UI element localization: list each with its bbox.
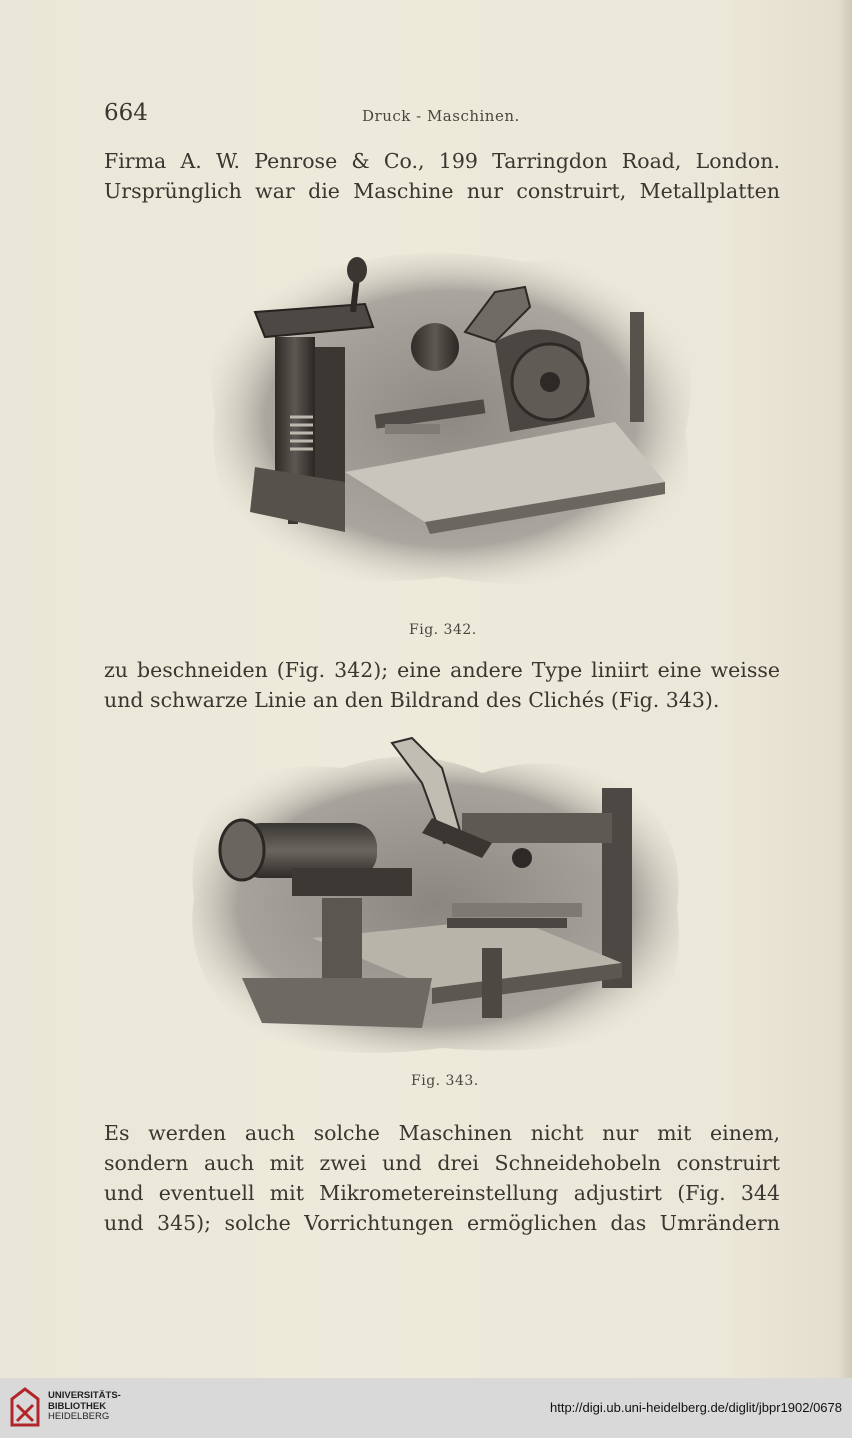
paragraph-1 xyxy=(104,146,780,206)
university-library-logo-icon[interactable] xyxy=(8,1385,42,1429)
page-number: 664 xyxy=(104,100,148,126)
text-line: und eventuell mit Mikrometereinstellung adjustirt (Fig. 344 xyxy=(104,1181,780,1205)
trimming-machine-illustration xyxy=(195,232,715,602)
page-header xyxy=(104,100,780,130)
paragraph-2 xyxy=(104,655,780,715)
text-line: Ursprünglich war die Maschine nur construirt, Metallplatten xyxy=(104,179,780,203)
text-line: Es werden auch solche Maschinen nicht nur mit einem, xyxy=(104,1121,780,1145)
library-name xyxy=(48,1391,121,1423)
text-line: und 345); solche Vorrichtungen ermöglichen das Umrändern xyxy=(104,1211,780,1235)
page-edge-shadow xyxy=(838,0,852,1378)
figure-342-engraving xyxy=(195,232,715,602)
paragraph-3 xyxy=(104,1118,780,1238)
library-name-line: HEIDELBERG xyxy=(48,1411,110,1422)
text-line: und schwarze Linie an den Bildrand des Clichés (Fig. 343). xyxy=(104,688,720,712)
line-ruling-machine-illustration xyxy=(182,728,687,1058)
text-line: zu beschneiden (Fig. 342); eine andere Type liniirt eine weisse xyxy=(104,658,780,682)
library-name-line: BIBLIOTHEK xyxy=(48,1400,107,1412)
text-line: Firma A. W. Penrose & Co., 199 Tarringdon Road, London. xyxy=(104,149,780,173)
permalink-url[interactable]: http://digi.ub.uni-heidelberg.de/diglit/jbpr1902/0678 xyxy=(550,1400,842,1415)
digitization-footer xyxy=(0,1378,852,1438)
library-name-line: UNIVERSITÄTS- xyxy=(48,1390,121,1401)
figure-343-caption: Fig. 343. xyxy=(411,1073,479,1089)
text-line: sondern auch mit zwei und drei Schneidehobeln construirt xyxy=(104,1151,780,1175)
figure-343-engraving xyxy=(182,728,687,1058)
running-title: Druck - Maschinen. xyxy=(362,107,520,125)
figure-342-caption: Fig. 342. xyxy=(409,622,477,638)
